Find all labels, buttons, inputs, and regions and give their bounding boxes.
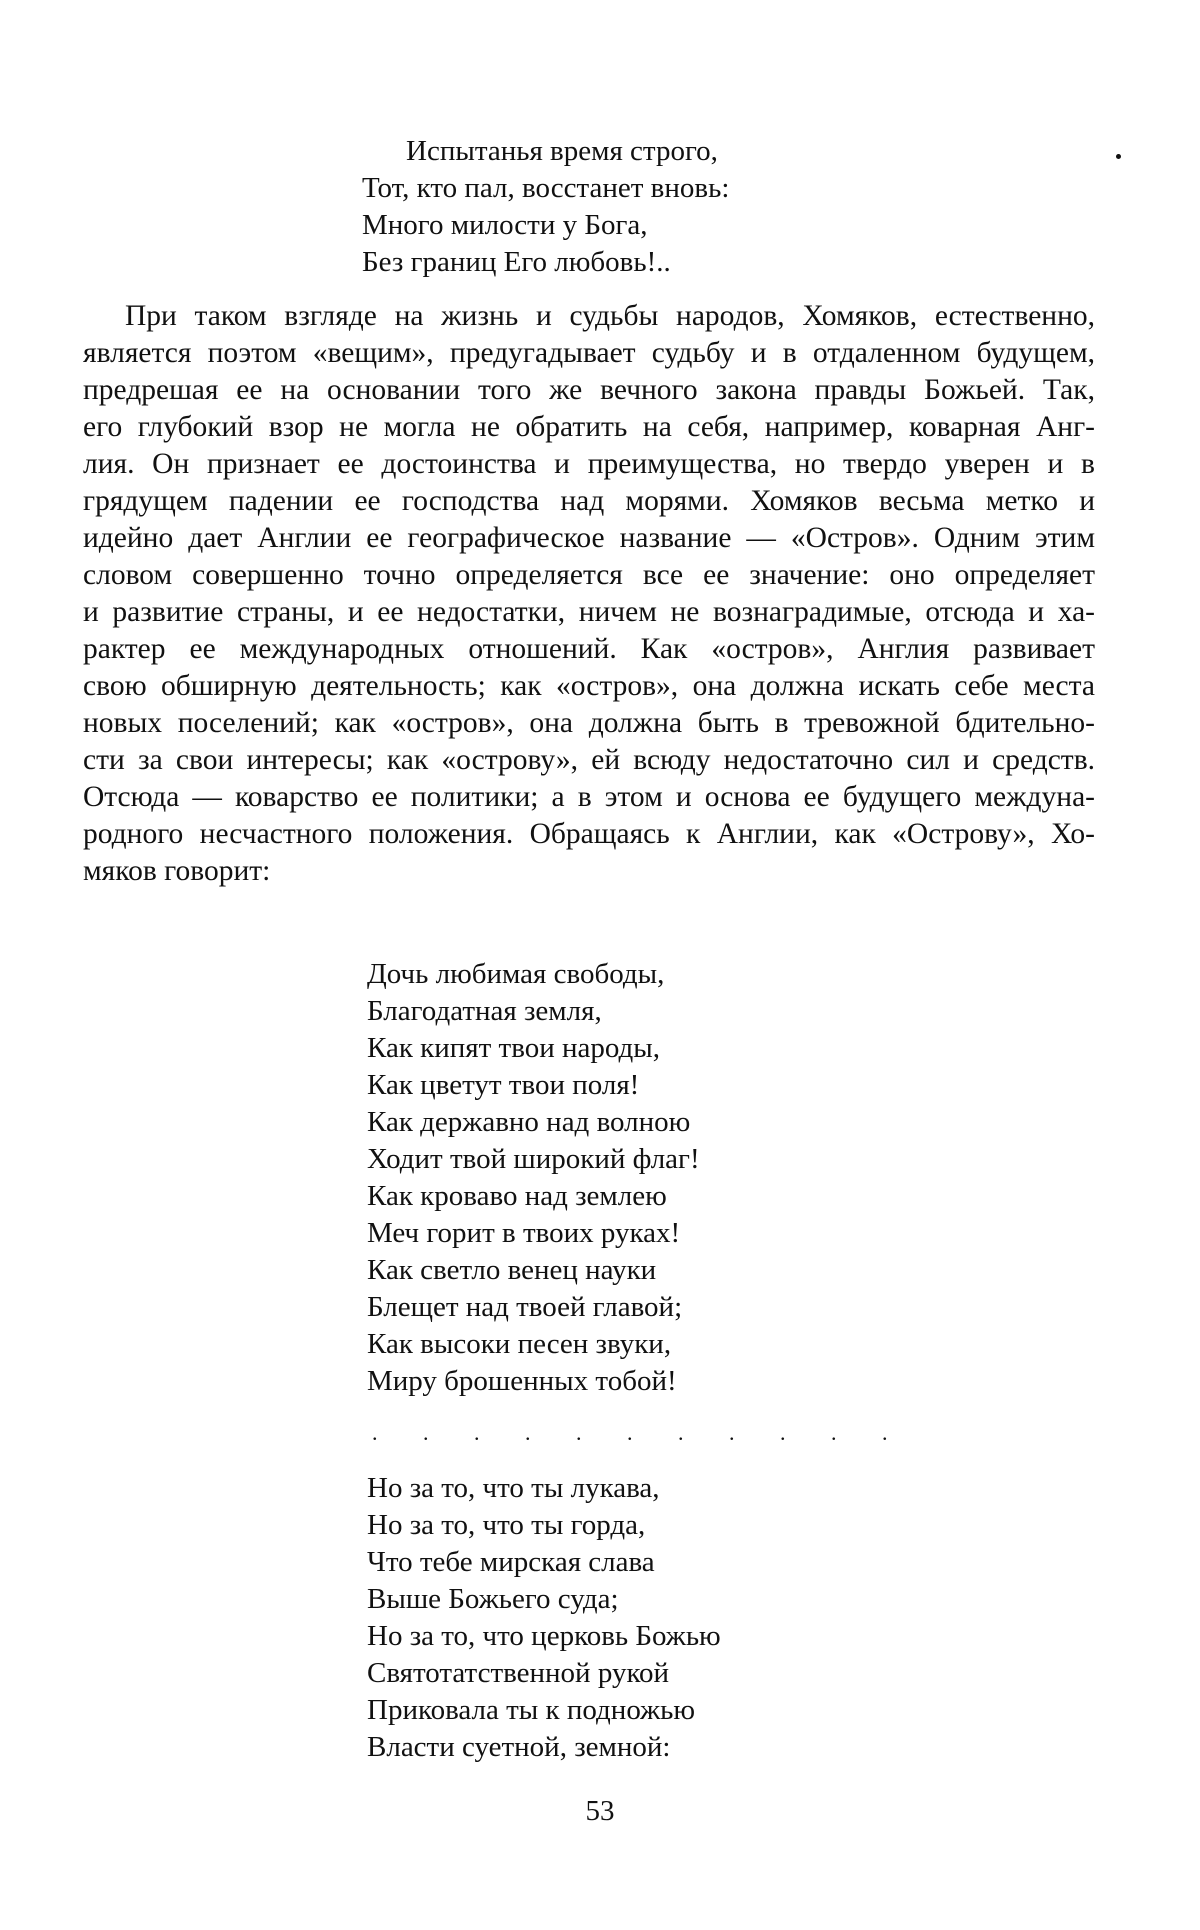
- poem-line: Ходит твой широкий флаг!: [367, 1143, 700, 1175]
- paragraph-line: лия. Он признает ее достоинства и преимущества, но твердо уверен и в: [83, 448, 1095, 480]
- body-paragraph: [83, 298, 1095, 890]
- paragraph-line: его глубокий взор не могла не обратить на себя, например, коварная Анг-: [83, 411, 1095, 443]
- poem-line: Святотатственной рукой: [367, 1657, 670, 1689]
- paragraph-line: грядущем падении ее господства над морями. Хомяков весьма метко и: [83, 485, 1095, 517]
- poem-line: Меч горит в твоих руках!: [367, 1217, 681, 1249]
- paragraph-line: рактер ее международных отношений. Как «остров», Англия развивает: [83, 633, 1095, 665]
- paragraph-line: Отсюда — коварство ее политики; а в этом и основа ее будущего междуна-: [83, 781, 1095, 813]
- paragraph-line: мяков говорит:: [83, 855, 271, 887]
- page-number: 53: [585, 1795, 615, 1827]
- paragraph-line: является поэтом «вещим», предугадывает судьбу и в отдаленном будущем,: [83, 337, 1095, 369]
- paragraph-line: новых поселений; как «остров», она должна быть в тревожной бдительно-: [83, 707, 1095, 739]
- poem-line: Испытанья время строго,: [406, 135, 718, 167]
- poem-line: Дочь любимая свободы,: [367, 958, 665, 990]
- poem-stanza-england: [367, 956, 700, 1400]
- poem-line: Как кроваво над землею: [367, 1180, 667, 1212]
- paragraph-line: предрешая ее на основании того же вечного закона правды Божьей. Так,: [83, 374, 1095, 406]
- poem-line: Тот, кто пал, восстанет вновь:: [362, 172, 730, 204]
- paragraph-line: свою обширную деятельность; как «остров», она должна искать себе места: [83, 670, 1095, 702]
- poem-line: Что тебе мирская слава: [367, 1546, 655, 1578]
- poem-line: Но за то, что церковь Божью: [367, 1620, 721, 1652]
- omission-dots: . . . . . . . . . . .: [372, 1420, 908, 1445]
- poem-stanza-closing: [367, 1470, 721, 1766]
- poem-line: Выше Божьего суда;: [367, 1583, 619, 1615]
- paragraph-line: идейно дает Англии ее географическое название — «Остров». Одним этим: [83, 522, 1095, 554]
- poem-line: Много милости у Бога,: [362, 209, 648, 241]
- poem-line: Власти суетной, земной:: [367, 1731, 671, 1763]
- poem-line: Миру брошенных тобой!: [367, 1365, 677, 1397]
- poem-line: Благодатная земля,: [367, 995, 602, 1027]
- poem-line: Без границ Его любовь!..: [362, 246, 671, 278]
- poem-line: Приковала ты к подножью: [367, 1694, 696, 1726]
- stray-dot-mark: [1116, 154, 1121, 159]
- paragraph-line: и развитие страны, и ее недостатки, ничем не вознаградимые, отсюда и ха-: [83, 596, 1095, 628]
- poem-line: Как державно над волною: [367, 1106, 691, 1138]
- paragraph-line: сти за свои интересы; как «острову», ей всюду недостаточно сил и средств.: [83, 744, 1095, 776]
- poem-line: Как высоки песен звуки,: [367, 1328, 672, 1360]
- poem-line: Как светло венец науки: [367, 1254, 657, 1286]
- paragraph-line: При таком взгляде на жизнь и судьбы народов, Хомяков, естественно,: [125, 300, 1095, 332]
- paragraph-line: словом совершенно точно определяется все ее значение: оно определяет: [83, 559, 1095, 591]
- poem-line: Но за то, что ты лукава,: [367, 1472, 660, 1504]
- poem-line: Блещет над твоей главой;: [367, 1291, 683, 1323]
- poem-stanza-opening: [362, 133, 729, 281]
- paragraph-line: родного несчастного положения. Обращаясь к Англии, как «Острову», Хо-: [83, 818, 1095, 850]
- poem-line: Как цветут твои поля!: [367, 1069, 640, 1101]
- poem-line: Но за то, что ты горда,: [367, 1509, 646, 1541]
- poem-line: Как кипят твои народы,: [367, 1032, 661, 1064]
